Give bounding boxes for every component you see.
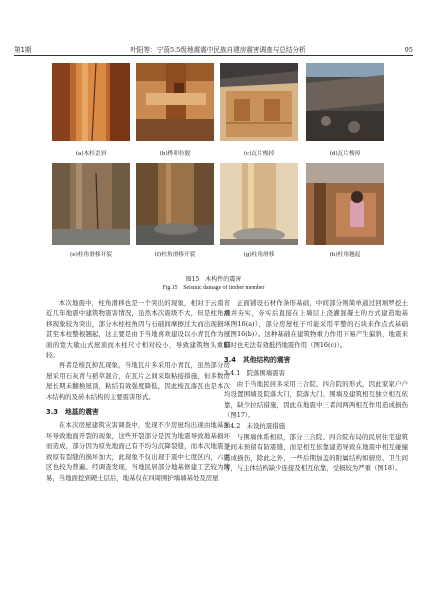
caption-b: (b)榫卯拉脱 xyxy=(159,151,191,157)
figure-title-en: Fig.15 Seismic damage of timber member xyxy=(162,285,265,291)
paragraph: 由于当地民居多采用三合院、四合院的形式，因此家家户户均设置围墙及院落大门，院落大门、围墙及建筑相互独立相互依靠，缺少拉结措施，因此在地震中三者间两两相互作用造成损伤（图17）。 xyxy=(224,379,408,420)
subsection-heading: 3.4.2 未设抗震措施 xyxy=(224,422,285,431)
caption-f: (f)柱角滑移开裂 xyxy=(154,252,196,258)
subsection-heading: 3.4.1 院落围墙震害 xyxy=(224,369,285,378)
caption-h: (h)柱角翘起 xyxy=(329,252,361,258)
photo-h-column-base-lifted xyxy=(306,163,384,245)
paragraph: 再者是梭瓦掉瓦现象，当地瓦片多采用小青瓦，虽然部分房屋采用石灰青与稻草混合，在瓦片之间采取粘接措施，但多数房屋长期未翻换屋顶，粘结有效强度降低，因此梭瓦落瓦也是本次木结构的及砖木结构的主要震害形式。 xyxy=(46,361,230,401)
paragraph: 与围墙体系相似，部分三合院、四合院布局的民居住宅建筑之间未预留有防震缝，而是相互依靠建造导致在地震中相互碰撞造成损伤，除此之外，一些后期加盖的附属结构如厨房、卫生间等，与主体结构缺少连接及相互依靠，受损较为严重（图18）。 xyxy=(224,432,408,473)
paragraph: 本次地震中，柱角滑移也是一个突出的现象，相对于云南省近几年地震中建筑物震害情况，虽然本次震级不大，但是柱角滑移现象较为突出，部分木柱柱角因与石础间摩擦过大而出现损坏甚至本柱整根翘起，这主要是由于当地喜欢建设以小青瓦作为屋面的宽大歇山式屋顶而木柱尺寸相对较小，导致建筑物头重脚轻。 xyxy=(46,299,230,360)
photo-d-tiles-slipped xyxy=(306,63,384,141)
running-title: 叶阳等：宁蒗5.5级地震震中民族自建房震害调查与总结分析 xyxy=(130,46,306,54)
right-column xyxy=(224,298,408,474)
photo-e-column-base-slide-crack xyxy=(52,163,130,245)
photo-c-tiles-slipped xyxy=(220,63,298,141)
photo-b-mortise-tenon-pullout xyxy=(136,63,214,141)
caption-a: (a)木柱歪斜 xyxy=(75,151,107,157)
section-heading: 3.3 地基的震害 xyxy=(46,408,99,417)
caption-d: (d)瓦片梭掉 xyxy=(329,151,361,157)
page-number: 95 xyxy=(404,46,413,54)
header-rule xyxy=(14,55,413,56)
section-heading: 3.4 其他结构的震害 xyxy=(224,356,291,365)
running-header xyxy=(14,40,413,54)
figure-15 xyxy=(52,63,384,271)
paragraph: 在本次房屋建筑灾害调查中，发现不少房屋均出现由地基损坏导致地面开裂的现象，这些开裂部分是因为地震导致地基损坏而造成，部分因为原先地面已有不均匀沉降裂缝，而本次地震导致原有裂缝的损坏加大，此现象不仅出现于震中七度区内，六度区也较为普遍。经调查发现，当地民居部分地基修建工艺较为简易，当地面挖到硬土层后，地基仅在四周围护墙墙基处及房屋 xyxy=(46,421,230,482)
caption-g: (g)柱角滑移 xyxy=(243,252,275,258)
photo-a-timber-column-tilt xyxy=(52,63,130,141)
issue-number: 第1期 xyxy=(14,46,32,54)
photo-g-column-base-slide xyxy=(220,163,298,245)
caption-c: (c)瓦片梭掉 xyxy=(243,151,275,157)
paragraph: 正面铺设石材作条形基础，中间部分则简单通过回填罗挖土填并夯实，夯实后直接在上墙层上浇灌混凝土的方式建造地基（图16(a)），部分房屋柱子可能采用平整的石块来作点式基础（图16(b)）。这种基础在建筑物重力作用下易产生偏斜，地震来临时也无法有效抵挡地震作用（图16(c)）。 xyxy=(224,299,408,349)
figure-title: 图15 木构件的震害 xyxy=(185,276,242,283)
left-column xyxy=(46,298,230,483)
photo-f-column-base-slide-crack xyxy=(136,163,214,245)
caption-e: (e)柱角滑移开裂 xyxy=(70,252,112,258)
